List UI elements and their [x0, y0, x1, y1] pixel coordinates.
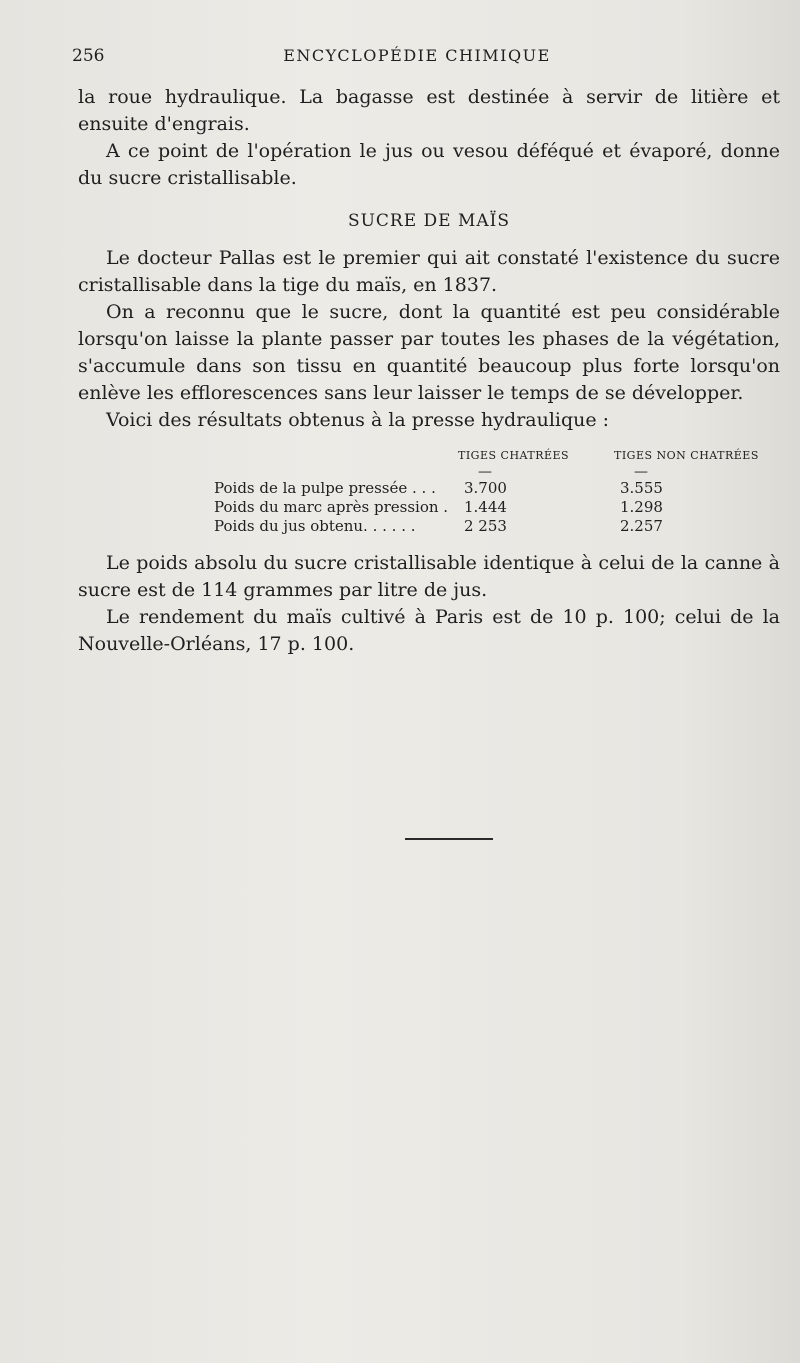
paragraph-continuation: la roue hydraulique. La bagasse est destinée à servir de litière et ensuite d'engrais.	[78, 86, 780, 135]
column-dash: —	[634, 464, 648, 480]
page-header	[72, 46, 762, 72]
dash-empty	[214, 465, 458, 479]
column-header-non-chatrees: TIGES NON CHATRÉES	[614, 449, 759, 462]
body-text	[78, 84, 780, 658]
column-dash: —	[478, 464, 492, 480]
section-end-rule	[405, 838, 493, 840]
table-dash-row	[214, 465, 773, 479]
page-number: 256	[72, 46, 105, 66]
table-row	[214, 498, 773, 517]
paragraph: A ce point de l'opération le jus ou vesou déféqué et évaporé, donne du sucre cristallisable.	[78, 140, 780, 189]
paragraph: On a reconnu que le sucre, dont la quantité est peu considérable lorsqu'on laisse la plante passer par toutes les phases de la végétation, s'accumule dans son tissu en quantité beaucoup plus forte lorsqu'on enlève les efflorescences sans leur laisser le temps de se développer.	[78, 301, 780, 404]
results-table	[214, 446, 773, 536]
running-title: ENCYCLOPÉDIE CHIMIQUE	[283, 46, 551, 65]
value-non-chatrees: 2.257	[620, 517, 663, 535]
table-header-row	[214, 446, 773, 465]
row-label: Poids de la pulpe pressée . . .	[214, 479, 436, 497]
results-table-wrap	[78, 446, 780, 536]
value-non-chatrees: 3.555	[620, 479, 663, 497]
row-label: Poids du marc après pression .	[214, 498, 449, 516]
paragraph: Le rendement du maïs cultivé à Paris est de 10 p. 100; celui de la Nouvelle-Orléans, 17 p. 100.	[78, 606, 780, 655]
paragraph: Voici des résultats obtenus à la presse hydraulique :	[106, 409, 610, 431]
value-chatrees: 1.444	[464, 498, 507, 516]
table-row	[214, 517, 773, 536]
table-row	[214, 479, 773, 498]
value-non-chatrees: 1.298	[620, 498, 663, 516]
table-header-empty	[214, 446, 458, 465]
column-header-chatrees: TIGES CHATRÉES	[458, 449, 570, 462]
value-chatrees: 2 253	[464, 517, 507, 535]
paragraph: Le poids absolu du sucre cristallisable identique à celui de la canne à sucre est de 114 grammes par litre de jus.	[78, 552, 780, 601]
value-chatrees: 3.700	[464, 479, 507, 497]
row-label: Poids du jus obtenu. . . . . .	[214, 517, 416, 535]
section-title: SUCRE DE MAÏS	[347, 211, 511, 231]
paragraph: Le docteur Pallas est le premier qui ait constaté l'existence du sucre cristallisable dans la tige du maïs, en 1837.	[78, 247, 780, 296]
